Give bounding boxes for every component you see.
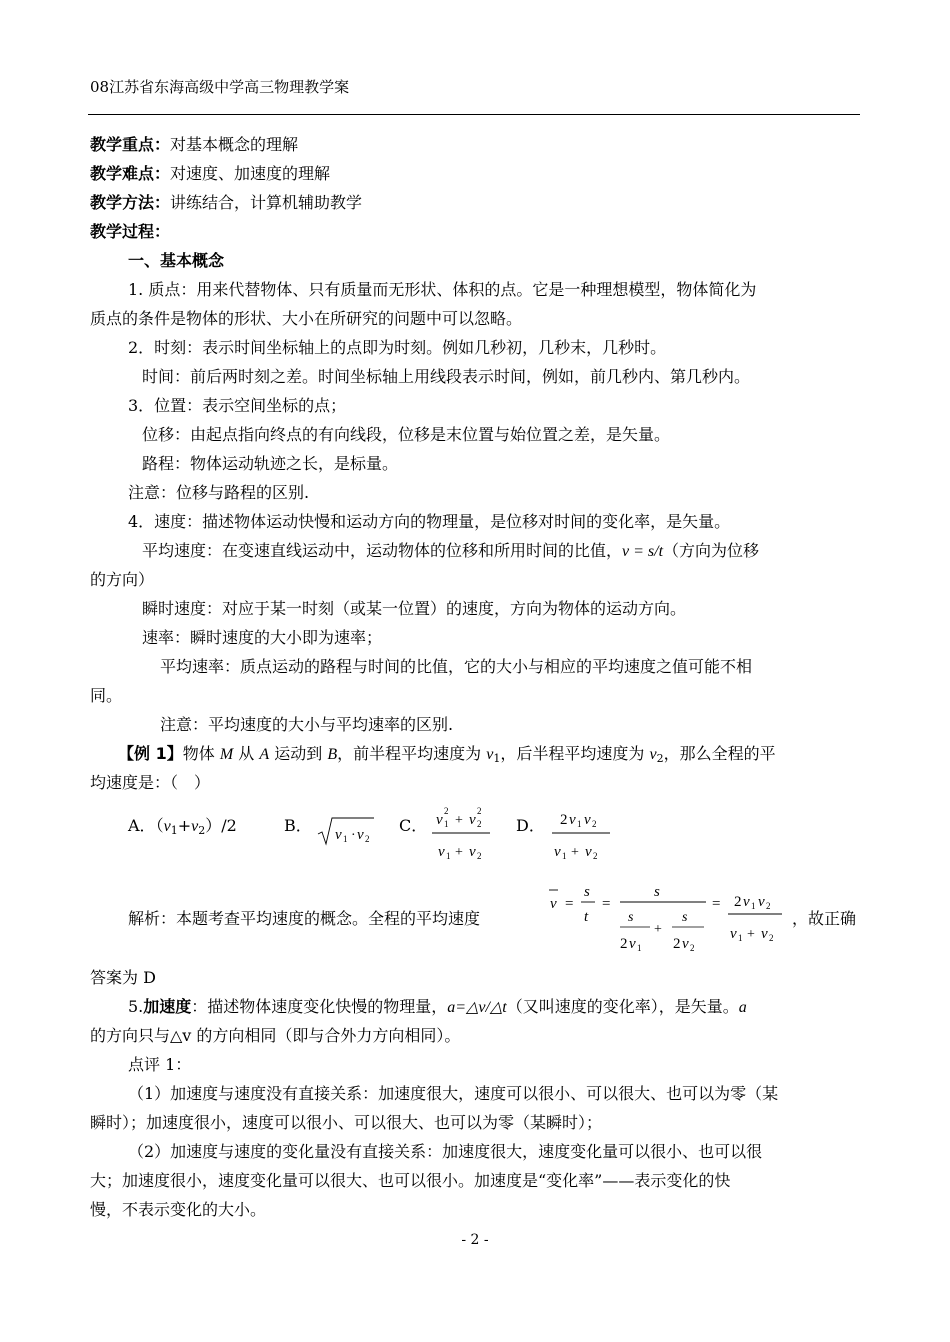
comment-2-line-2: 大；加速度很小，速度变化量可以很大、也可以很小。加速度是“变化率”——表示变化的快 [90,1171,731,1190]
sub-2: 2 [656,752,664,765]
page-number: - 2 - [461,1232,489,1248]
para-5-line-2: 的方向只与△v 的方向相同（即与合外力方向相同）。 [90,1026,461,1045]
svg-text:2: 2 [620,936,628,952]
svg-text:1: 1 [751,901,756,911]
para-4d: 速率：瞬时速度的大小即为速率； [142,628,383,647]
example-1-line-2: 均速度是：（ ） [90,773,211,792]
comment-2-line-1: （2）加速度与速度的变化量没有直接关系：加速度很大，速度变化量可以很小、也可以很 [128,1142,763,1161]
svg-text:v: v [682,936,689,952]
text: （又叫速度的变化率），是矢量。 [506,997,739,1016]
option-b-formula [314,814,378,850]
intro-label: 教学重点： [90,135,171,154]
svg-text:v: v [743,894,750,910]
svg-text:s: s [584,884,590,900]
text: 5. [128,997,144,1016]
para-4: 4．速度：描述物体运动快慢和运动方向的物理量，是位移对时间的变化率，是矢量。 [128,512,731,531]
svg-text:v: v [761,926,768,942]
svg-text:2: 2 [477,806,482,816]
text: （方向为位移 [663,541,760,560]
svg-text:1: 1 [738,933,743,943]
svg-text:·: · [351,828,356,843]
svg-text:=: = [712,896,721,912]
comment-1-line-2: 瞬时）；加速度很小，速度可以很小、可以很大、也可以为零（某瞬时）； [90,1113,603,1132]
var-v: v [191,818,199,835]
analysis-answer: 答案为 D [90,968,156,987]
sub-1: 1 [493,752,501,765]
avg-velocity-formula: v = s/t [622,543,664,560]
var-A: A [259,746,270,763]
option-c-label: C． [399,816,428,835]
svg-text:v: v [758,894,765,910]
para-4c: 瞬时速度：对应于某一时刻（或某一位置）的速度，方向为物体的运动方向。 [142,599,687,618]
svg-text:v: v [436,812,443,828]
var-v: v [163,818,171,835]
sub-2: 2 [198,824,206,837]
intro-text: 对基本概念的理解 [170,135,299,154]
option-c-formula [428,800,500,864]
para-3b: 位移：由起点指向终点的有向线段，位移是末位置与始位置之差，是矢量。 [142,425,671,444]
text: 平均速度：在变速直线运动中，运动物体的位移和所用时间的比值， [142,541,623,560]
svg-text:2: 2 [560,812,568,828]
svg-text:v: v [469,812,476,828]
svg-text:2: 2 [690,943,695,953]
svg-text:t: t [584,909,589,925]
svg-text:v: v [584,812,591,828]
comment-title: 点评 1： [128,1055,192,1074]
svg-text:2: 2 [673,936,681,952]
para-4b-cont: 的方向） [90,570,155,589]
intro-key-points [90,133,298,157]
svg-text:v: v [554,844,561,860]
intro-label: 教学过程： [90,222,171,241]
svg-text:v: v [469,844,476,860]
page-header: 08江苏省东海高级中学高三物理教学案 [90,78,350,96]
text: （ [155,816,164,835]
option-d-formula [548,800,620,864]
svg-text:+: + [654,922,662,937]
svg-text:1: 1 [637,943,642,953]
svg-text:2: 2 [593,851,598,861]
accel-formula: a=△v/△t [447,999,507,1016]
intro-label: 教学难点： [90,164,171,183]
para-3: 3．位置：表示空间坐标的点； [128,396,347,415]
para-1-line-1: 1. 质点：用来代替物体、只有质量而无形状、体积的点。它是一种理想模型，物体简化为 [128,280,757,299]
example-1-line-1 [118,742,776,771]
svg-text:2: 2 [477,819,482,829]
para-4b [142,539,759,564]
para-4e-line-2: 同。 [90,686,123,705]
svg-text:v: v [730,926,737,942]
text: ：描述物体速度变化快慢的物理量， [191,997,448,1016]
option-a: A．$(v_1+v_2)/2$ [128,816,237,837]
option-d-label: D． [516,816,545,835]
text: ，后半程平均速度为 [500,744,645,763]
section-title: 一、基本概念 [128,251,225,270]
svg-text:+: + [455,845,463,860]
intro-label: 教学方法： [90,193,171,212]
para-5-line-1 [128,995,747,1020]
svg-text:1: 1 [577,819,582,829]
text: 运动到 [274,744,323,763]
svg-text:s: s [654,884,660,900]
svg-text:2: 2 [769,933,774,943]
sub-1: 1 [170,824,178,837]
comment-1-line-1: （1）加速度与速度没有直接关系：加速度很大，速度可以很小、可以很大、也可以为零（某 [128,1084,779,1103]
para-3d: 注意：位移与路程的区别. [128,483,310,502]
svg-text:1: 1 [562,851,567,861]
intro-difficulties [90,162,330,186]
intro-methods [90,191,362,215]
text: 从 [238,744,255,763]
analysis-post: ，故正确 [792,909,857,928]
svg-text:=: = [602,896,611,912]
svg-text:v: v [550,896,557,912]
para-4f: 注意：平均速度的大小与平均速率的区别. [160,715,454,734]
svg-text:v: v [569,812,576,828]
svg-text:2: 2 [766,901,771,911]
var-M: M [219,746,234,763]
svg-text:2: 2 [592,819,597,829]
svg-text:v: v [629,936,636,952]
svg-text:v: v [585,844,592,860]
para-2: 2．时刻：表示时间坐标轴上的点即为时刻。例如几秒初，几秒末，几秒时。 [128,338,667,357]
intro-text: 对速度、加速度的理解 [170,164,331,183]
text: ）/2 [205,816,237,835]
text: ，那么全程的平 [663,744,776,763]
svg-text:2: 2 [477,851,482,861]
para-3c: 路程：物体运动轨迹之长，是标量。 [142,454,399,473]
text: ，前半程平均速度为 [337,744,482,763]
para-4e-line-1: 平均速率：质点运动的路程与时间的比值，它的大小与相应的平均速度之值可能不相 [160,657,753,676]
para-1-line-2: 质点的条件是物体的形状、大小在所研究的问题中可以忽略。 [90,309,523,328]
svg-text:2: 2 [444,806,449,816]
svg-text:v: v [357,827,364,843]
svg-text:+: + [455,813,463,828]
para-2b: 时间：前后两时刻之差。时间坐标轴上用线段表示时间，例如，前几秒内、第几秒内。 [142,367,751,386]
var-B: B [327,746,338,763]
svg-text:v: v [335,827,342,843]
svg-text:+: + [571,845,579,860]
svg-text:2: 2 [734,894,742,910]
comment-2-line-3: 慢，不表示变化的大小。 [90,1200,267,1219]
svg-text:1: 1 [446,851,451,861]
var-a: a [738,999,747,1016]
intro-text: 讲练结合，计算机辅助教学 [170,193,363,212]
option-b-label: B． [284,816,312,835]
svg-text:1: 1 [343,834,348,844]
svg-text:s: s [682,910,688,925]
svg-text:2: 2 [365,834,370,844]
svg-text:+: + [747,927,755,942]
svg-text:v: v [438,844,445,860]
analysis-pre: 解析：本题考查平均速度的概念。全程的平均速度 [128,909,481,928]
option-a-label: A． [128,816,156,835]
svg-text:=: = [565,896,574,912]
var-v: v [486,746,494,763]
analysis-formula [546,876,790,960]
example-tag: 【例 1】 [118,744,183,763]
header-rule [88,114,860,115]
svg-text:s: s [628,910,634,925]
intro-process [90,220,170,244]
var-v: v [649,746,657,763]
text: 物体 [182,744,215,763]
svg-text:1: 1 [444,819,449,829]
accel-label: 加速度 [143,997,192,1016]
